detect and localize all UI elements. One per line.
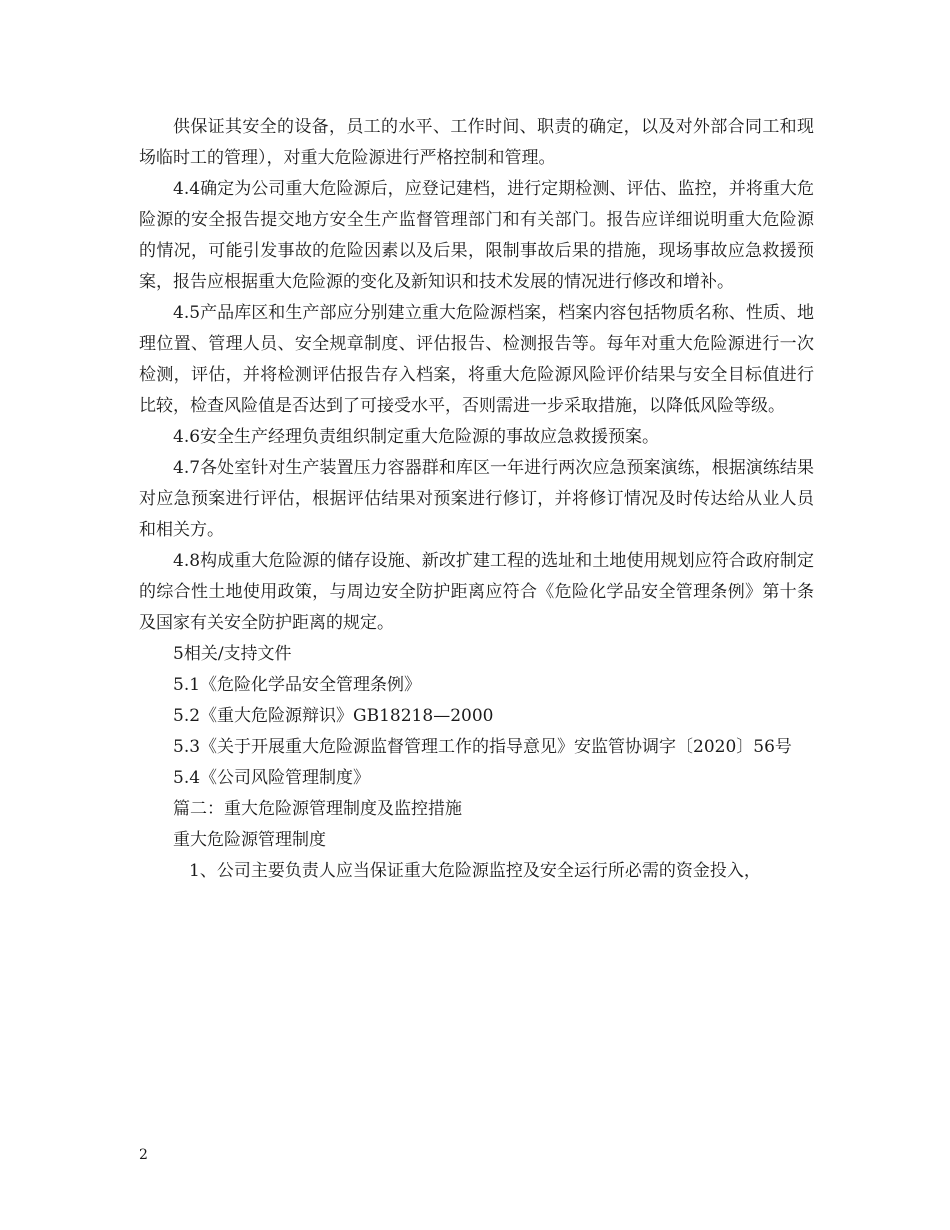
paragraph-4-4: 4.4确定为公司重大危险源后，应登记建档，进行定期检测、评估、监控，并将重大危险源的安全报告提交地方安全生产监督管理部门和有关部门。报告应详细说明重大危险源的情况，可能引发事故的危险因素以及后果，限制事故后果的措施，现场事故应急救援预案，报告应根据重大危险源的变化及新知识和技术发展的情况进行修改和增补。 xyxy=(139,179,814,292)
section-title: 重大危险源管理制度 xyxy=(173,830,326,850)
section-5-heading: 5相关/支持文件 xyxy=(173,644,292,664)
chapter-heading: 篇二：重大危险源管理制度及监控措施 xyxy=(173,799,462,819)
paragraph-4-5: 4.5产品库区和生产部应分别建立重大危险源档案，档案内容包括物质名称、性质、地理位置、管理人员、安全规章制度、评估报告、检测报告等。每年对重大危险源进行一次检测，评估，并将检测评估报告存入档案，将重大危险源风险评价结果与安全目标值进行比较，检查风险值是否达到了可接受水平，否则需进一步采取措施，以降低风险等级。 xyxy=(139,303,814,416)
reference-5-1: 5.1《危险化学品安全管理条例》 xyxy=(173,675,422,695)
document-body xyxy=(139,112,814,887)
paragraph-item-1: 1、公司主要负责人应当保证重大危险源监控及安全运行所必需的资金投入， xyxy=(189,861,761,881)
reference-5-3: 5.3《关于开展重大危险源监督管理工作的指导意见》安监管协调字〔2020〕56号 xyxy=(173,737,792,757)
paragraph-4-7: 4.7各处室针对生产装置压力容器群和库区一年进行两次应急预案演练，根据演练结果对应急预案进行评估，根据评估结果对预案进行修订，并将修订情况及时传达给从业人员和相关方。 xyxy=(139,458,814,540)
reference-5-2: 5.2《重大危险源辩识》GB18218—2000 xyxy=(173,706,494,726)
paragraph-continuation: 供保证其安全的设备，员工的水平、工作时间、职责的确定，以及对外部合同工和现场临时工的管理），对重大危险源进行严格控制和管理。 xyxy=(139,117,814,168)
paragraph-4-8: 4.8构成重大危险源的储存设施、新改扩建工程的选址和土地使用规划应符合政府制定的综合性土地使用政策，与周边安全防护距离应符合《危险化学品安全管理条例》第十条及国家有关安全防护距离的规定。 xyxy=(139,551,814,633)
paragraph-4-6: 4.6安全生产经理负责组织制定重大危险源的事故应急救援预案。 xyxy=(173,427,660,447)
page-number: 2 xyxy=(139,1147,148,1163)
reference-5-4: 5.4《公司风险管理制度》 xyxy=(173,768,371,788)
